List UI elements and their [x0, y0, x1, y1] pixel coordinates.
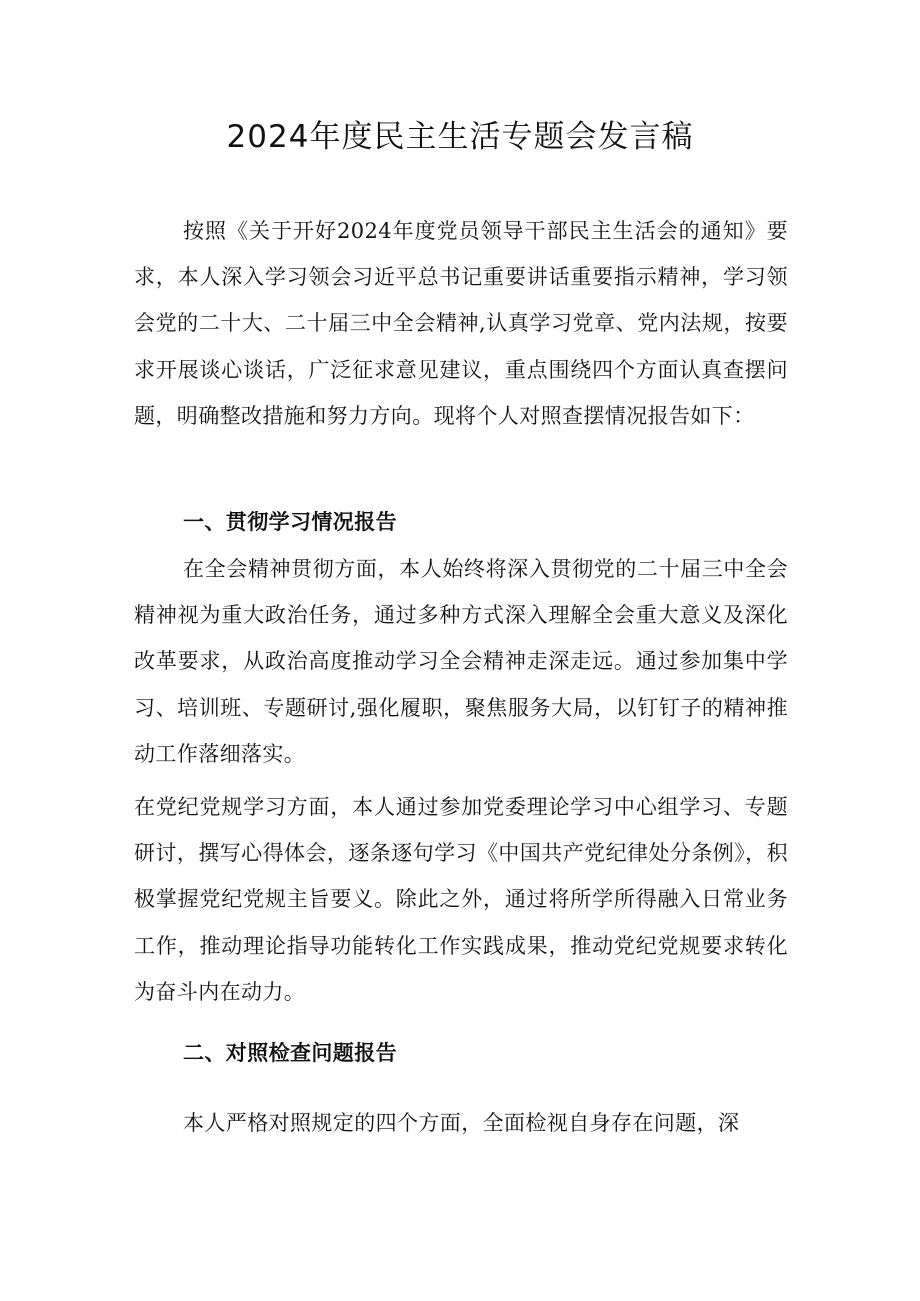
intro-paragraph: 按照《关于开好2024年度党员领导干部民主生活会的通知》要求，本人深入学习领会习近平总书记重要讲话重要指示精神，学习领会党的二十大、二十届三中全会精神,认真学习党章、党内法规，按要求开展谈心谈话，广泛征求意见建议，重点围绕四个方面认真查摆问题，明确整改措施和努力方向。现将个人对照查摆情况报告如下： [134, 219, 788, 428]
section-heading-1: 一、贯彻学习情况报告 [183, 510, 397, 534]
section2-paragraph-1: 本人严格对照规定的四个方面，全面检视自身存在问题，深 [183, 1111, 740, 1135]
section1-paragraph-1: 在全会精神贯彻方面，本人始终将深入贯彻党的二十届三中全会精神视为重大政治任务，通过多种方式深入理解全会重大意义及深化改革要求，从政治高度推动学习全会精神走深走远。通过参加集中学习、培训班、专题研讨,强化履职，聚焦服务大局，以钉钉子的精神推动工作落细落实。 [134, 557, 788, 766]
section-heading-2: 二、对照检查问题报告 [183, 1041, 397, 1065]
document-title: 2024年度民主生活专题会发言稿 [226, 119, 694, 155]
section1-paragraph-2: 在党纪党规学习方面，本人通过参加党委理论学习中心组学习、专题研讨，撰写心得体会，逐条逐句学习《中国共产党纪律处分条例》，积极掌握党纪党规主旨要义。除此之外，通过将所学所得融入日常业务工作，推动理论指导功能转化工作实践成果，推动党纪党规要求转化为奋斗内在动力。 [134, 795, 788, 1004]
